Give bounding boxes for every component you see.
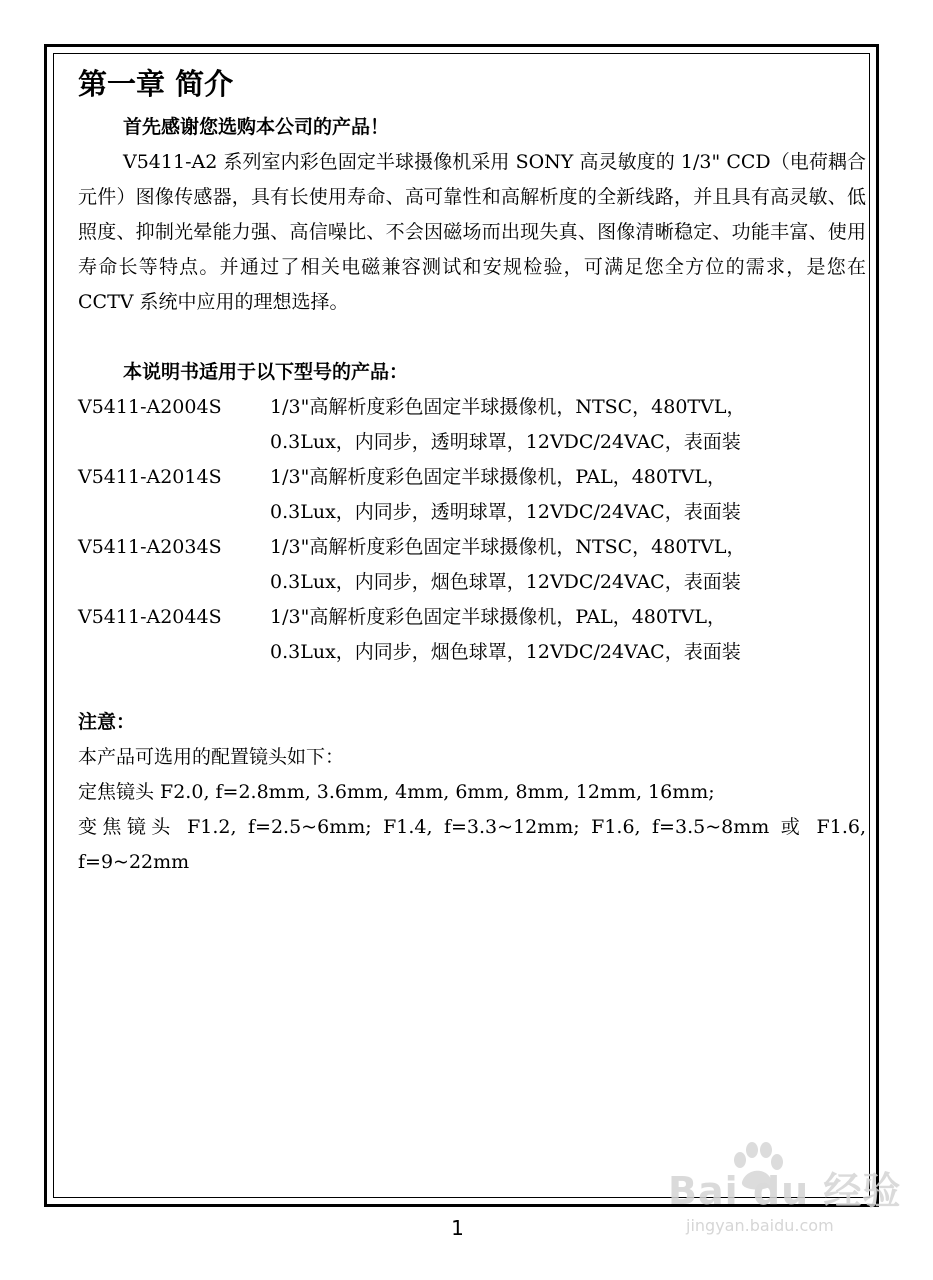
models-heading: 本说明书适用于以下型号的产品：: [123, 361, 409, 383]
model-row: [78, 460, 866, 495]
thanks-line: 首先感谢您选购本公司的产品！: [123, 116, 390, 138]
model-row-continued: [78, 425, 866, 460]
note-title: 注意：: [78, 711, 136, 733]
model-spec: 1/3"高解析度彩色固定半球摄像机，NTSC，480TVL，: [270, 536, 746, 558]
model-id: V5411-A2044S: [78, 606, 222, 628]
watermark: [668, 1140, 918, 1250]
model-row: [78, 600, 866, 635]
model-spec: 0.3Lux，内同步，透明球罩，12VDC/24VAC，表面装: [270, 431, 741, 453]
model-spec: 0.3Lux，内同步，烟色球罩，12VDC/24VAC，表面装: [270, 641, 741, 663]
model-id: V5411-A2004S: [78, 396, 222, 418]
product-description: V5411-A2 系列室内彩色固定半球摄像机采用 SONY 高灵敏度的 1/3" CCD（电荷耦合元件）图像传感器，具有长使用寿命、高可靠性和高解析度的全新线路，并且具有高灵敏、低照度、抑制光晕能力强、高信噪比、不会因磁场而出现失真、图像清晰稳定、功能丰富、使用寿命长等特点。并通过了相关电磁兼容测试和安规检验，可满足您全方位的需求，是您在 CCTV 系统中应用的理想选择。: [78, 151, 866, 313]
note-line: 变焦镜头 F1.2, f=2.5~6mm; F1.4, f=3.3~12mm; F1.6, f=3.5~8mm 或 F1.6, f=9~22mm: [78, 816, 866, 873]
model-list: [78, 390, 866, 670]
document-body: [78, 62, 866, 880]
page-number: 1: [451, 1216, 464, 1240]
model-row-continued: [78, 565, 866, 600]
model-spec: 1/3"高解析度彩色固定半球摄像机，PAL，480TVL，: [270, 466, 726, 488]
model-spec: 0.3Lux，内同步，透明球罩，12VDC/24VAC，表面装: [270, 501, 741, 523]
note-line: 本产品可选用的配置镜头如下：: [78, 746, 345, 768]
chapter-title: 第一章 简介: [78, 67, 234, 101]
watermark-url: jingyan.baidu.com: [686, 1216, 834, 1235]
model-row-continued: [78, 495, 866, 530]
model-spec: 1/3"高解析度彩色固定半球摄像机，NTSC，480TVL，: [270, 396, 746, 418]
model-spec: 1/3"高解析度彩色固定半球摄像机，PAL，480TVL，: [270, 606, 726, 628]
model-spec: 0.3Lux，内同步，烟色球罩，12VDC/24VAC，表面装: [270, 571, 741, 593]
model-row: [78, 530, 866, 565]
model-id: V5411-A2034S: [78, 536, 222, 558]
model-id: V5411-A2014S: [78, 466, 222, 488]
model-row: [78, 390, 866, 425]
model-row-continued: [78, 635, 866, 670]
watermark-brand: Bai du 经验: [668, 1169, 902, 1213]
note-line: 定焦镜头 F2.0, f=2.8mm, 3.6mm, 4mm, 6mm, 8mm, 12mm, 16mm;: [78, 781, 715, 803]
